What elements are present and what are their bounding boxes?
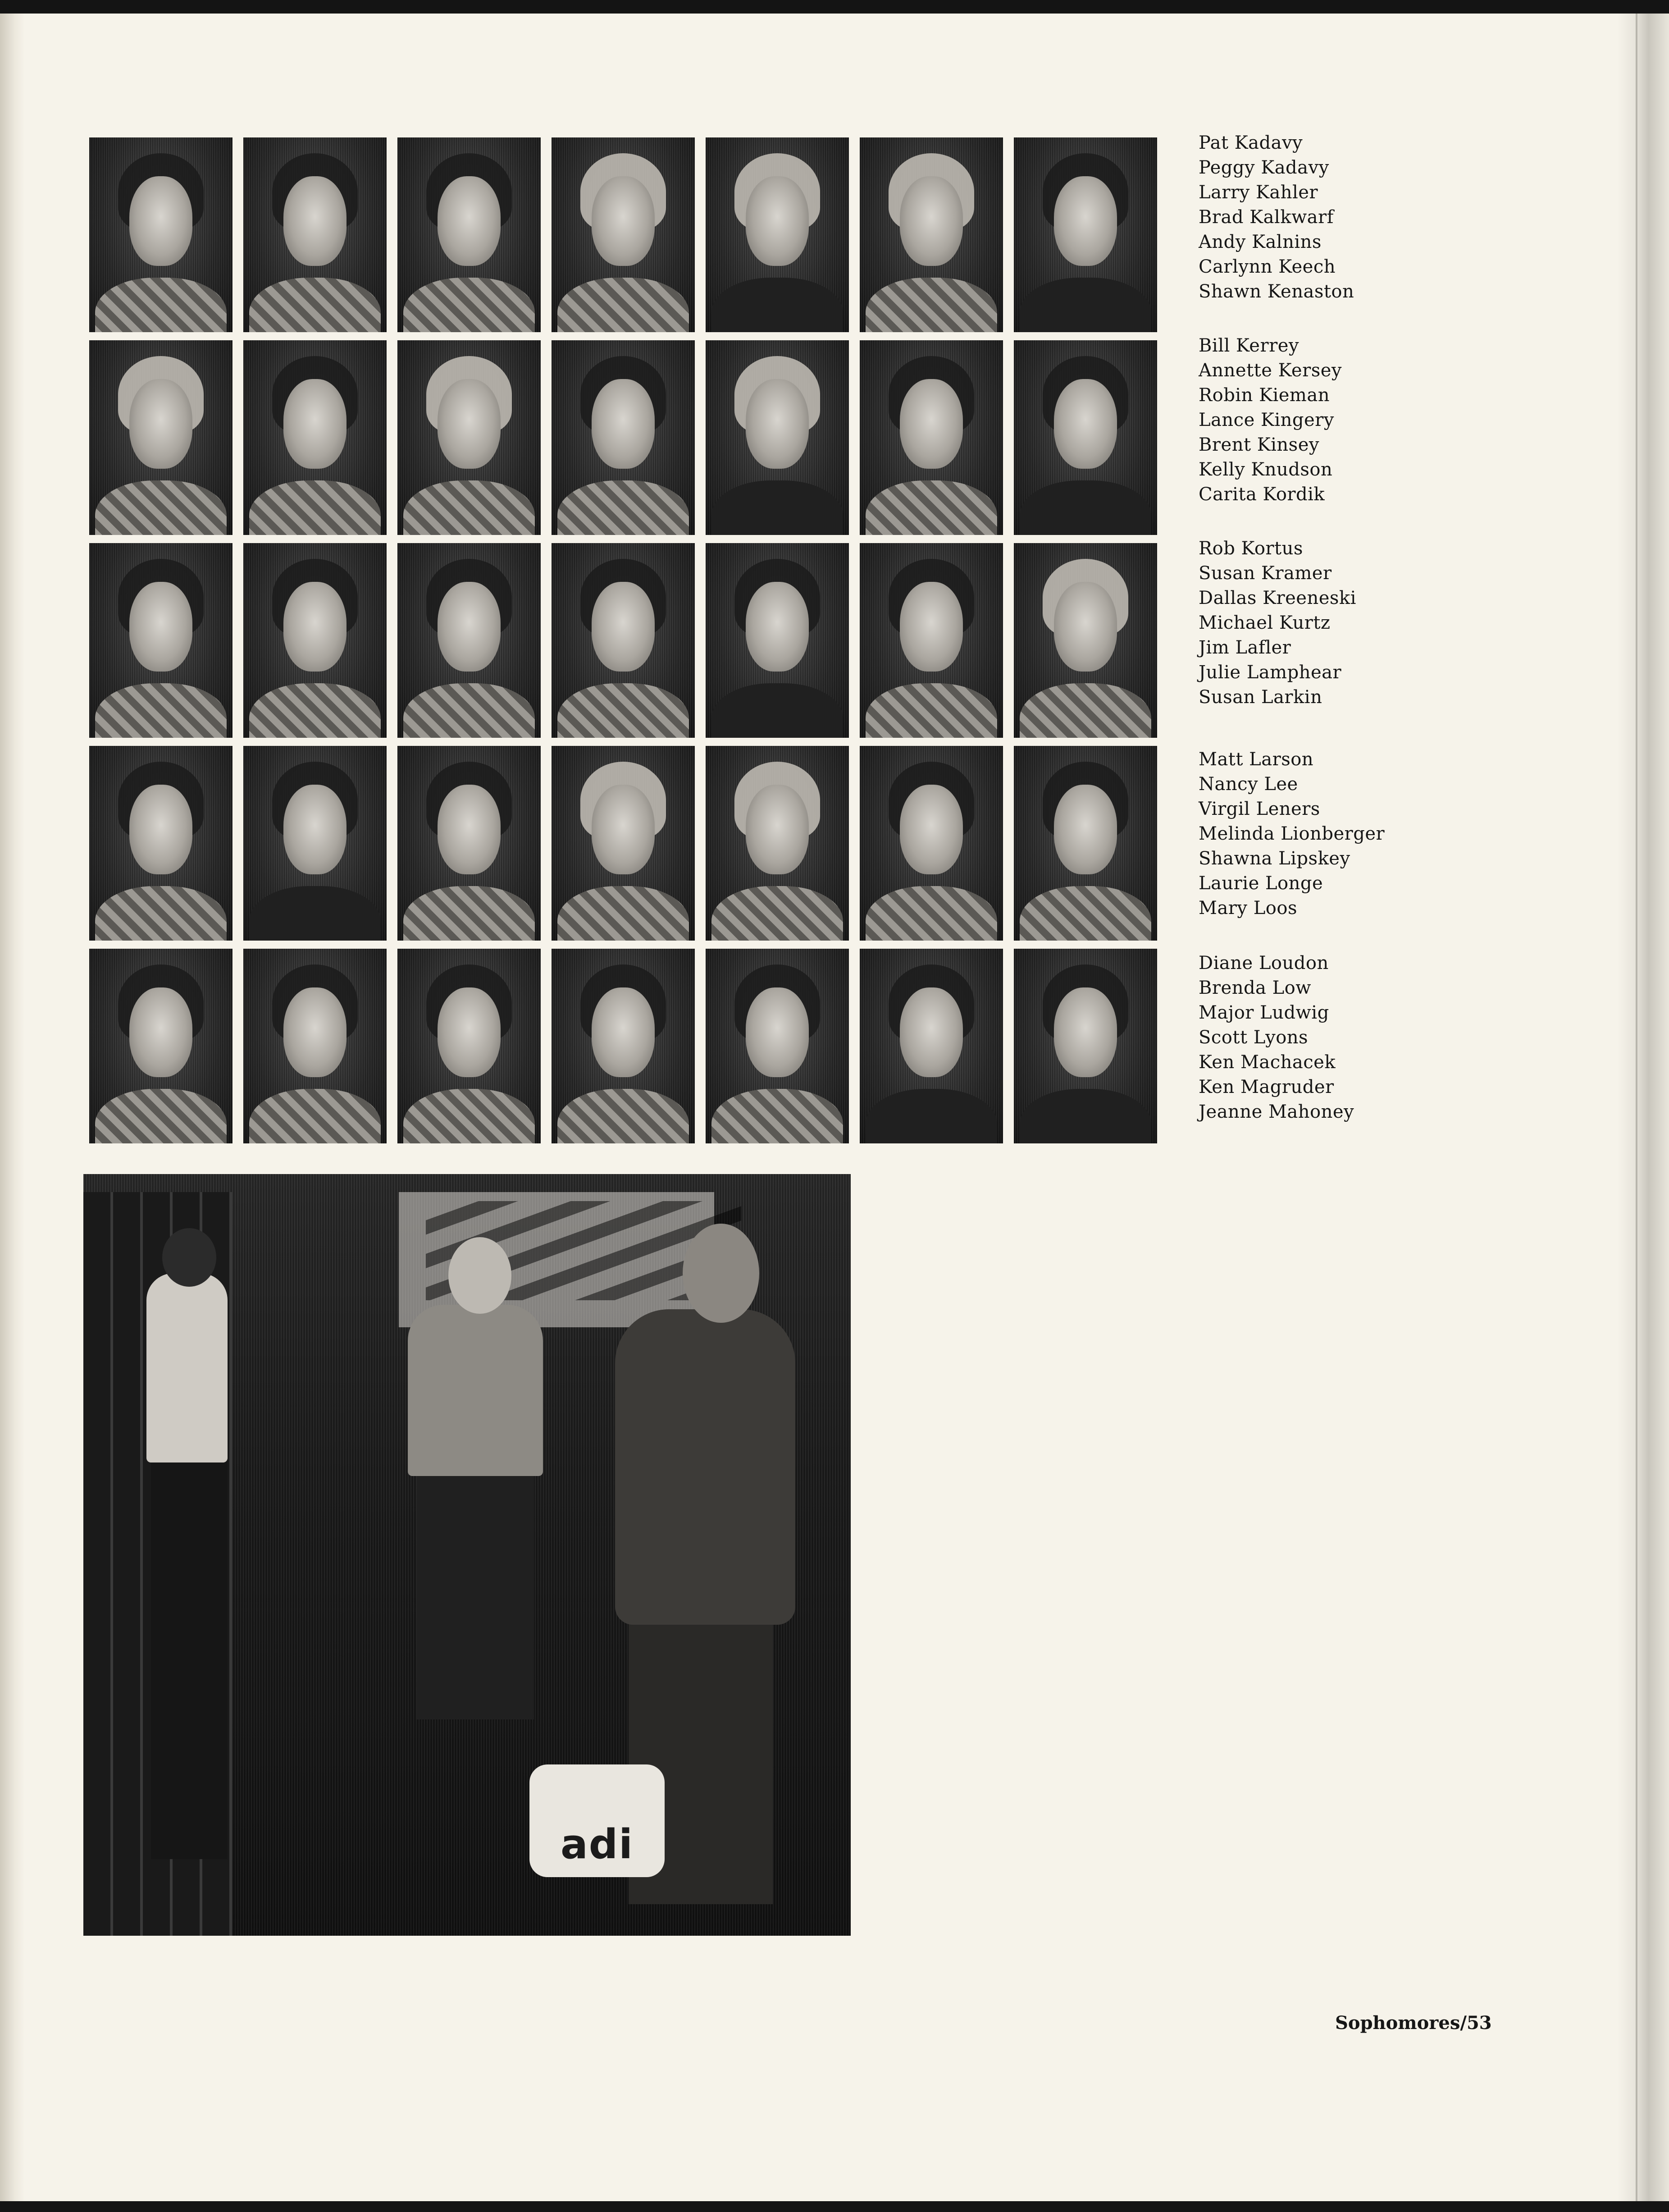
student-portrait (552, 949, 695, 1143)
student-portrait (552, 340, 695, 535)
portrait-face (438, 582, 501, 672)
student-portrait (860, 949, 1003, 1143)
student-portrait (89, 137, 233, 332)
portrait-shoulders (711, 683, 844, 738)
student-portrait (706, 746, 849, 941)
portrait-shoulders (403, 278, 535, 332)
portrait-face (129, 379, 192, 469)
portrait-face (900, 987, 963, 1077)
student-portrait (860, 340, 1003, 535)
portrait-face (129, 176, 192, 266)
student-portrait (397, 543, 541, 738)
portrait-shoulders (249, 480, 381, 535)
portrait-shoulders (711, 278, 844, 332)
portrait-shoulders (403, 1089, 535, 1143)
portrait-shoulders (711, 1089, 844, 1143)
student-portrait (397, 949, 541, 1143)
student-portrait (397, 746, 541, 941)
student-name: Carlynn Keech (1199, 256, 1336, 277)
student-name: Robin Kieman (1199, 385, 1330, 406)
portrait-face (592, 785, 655, 874)
student-name: Peggy Kadavy (1199, 157, 1329, 178)
student-portrait (552, 543, 695, 738)
portrait-face (1054, 785, 1117, 874)
portrait-shoulders (249, 683, 381, 738)
student-name: Shawna Lipskey (1199, 848, 1350, 869)
name-list-row-3 (1199, 536, 1356, 710)
student-name: Scott Lyons (1199, 1027, 1309, 1048)
portrait-face (1054, 176, 1117, 266)
portrait-face (592, 582, 655, 672)
portrait-face (438, 176, 501, 266)
student-name: Lance Kingery (1199, 410, 1334, 430)
portrait-face (129, 785, 192, 874)
portrait-shoulders (866, 683, 998, 738)
page-binding-left (0, 14, 25, 2201)
student-portrait (1014, 543, 1157, 738)
portrait-shoulders (711, 480, 844, 535)
student-name: Rob Kortus (1199, 538, 1303, 559)
student-name: Andy Kalnins (1199, 232, 1322, 252)
student-name: Bill Kerrey (1199, 335, 1299, 356)
student-portrait (706, 949, 849, 1143)
student-portrait (243, 340, 387, 535)
portrait-shoulders (557, 886, 689, 941)
student-portrait (552, 746, 695, 941)
student-name: Shawn Kenaston (1199, 281, 1354, 302)
page-binding-right (1618, 14, 1669, 2201)
portrait-face (746, 582, 809, 672)
student-name: Ken Machacek (1199, 1052, 1336, 1073)
portrait-shoulders (1020, 683, 1152, 738)
student-name: Matt Larson (1199, 749, 1314, 770)
student-portrait (706, 137, 849, 332)
portrait-face (746, 987, 809, 1077)
student-portrait (397, 340, 541, 535)
portrait-shoulders (557, 480, 689, 535)
bag-logo-text: adi (560, 1821, 634, 1868)
student-name: Diane Loudon (1199, 953, 1329, 973)
portrait-face (438, 379, 501, 469)
student-portrait (243, 746, 387, 941)
student-portrait (860, 543, 1003, 738)
portrait-shoulders (557, 278, 689, 332)
student-name: Annette Kersey (1199, 360, 1342, 381)
gym-bag (529, 1764, 665, 1877)
student-name: Melinda Lionberger (1199, 823, 1385, 844)
portrait-face (900, 785, 963, 874)
portrait-shoulders (95, 1089, 227, 1143)
portrait-face (438, 987, 501, 1077)
portrait-shoulders (866, 886, 998, 941)
name-list-row-1 (1199, 131, 1354, 304)
portrait-face (129, 582, 192, 672)
student-portrait (1014, 137, 1157, 332)
portrait-shoulders (95, 278, 227, 332)
portrait-shoulders (1020, 1089, 1152, 1143)
student-portrait (243, 949, 387, 1143)
student-left-legs (151, 1453, 228, 1859)
name-list-row-5 (1199, 951, 1354, 1124)
hallway-candid-photo (83, 1174, 851, 1936)
student-portrait (243, 543, 387, 738)
portrait-shoulders (866, 278, 998, 332)
student-middle-tshirt (408, 1305, 543, 1476)
scan-bottom-edge (0, 2201, 1669, 2212)
portrait-shoulders (711, 886, 844, 941)
portrait-face (746, 785, 809, 874)
portrait-face (283, 785, 347, 874)
student-name: Brent Kinsey (1199, 434, 1319, 455)
student-name: Julie Lamphear (1199, 662, 1342, 683)
student-name: Brad Kalkwarf (1199, 207, 1334, 228)
portrait-shoulders (557, 1089, 689, 1143)
portrait-face (746, 176, 809, 266)
portrait-face (900, 176, 963, 266)
portrait-face (283, 176, 347, 266)
portrait-shoulders (403, 886, 535, 941)
portrait-shoulders (403, 683, 535, 738)
portrait-face (592, 176, 655, 266)
portrait-shoulders (1020, 278, 1152, 332)
portrait-face (1054, 582, 1117, 672)
portrait-shoulders (95, 683, 227, 738)
student-name: Laurie Longe (1199, 873, 1323, 894)
portrait-shoulders (249, 278, 381, 332)
portrait-shoulders (1020, 480, 1152, 535)
portrait-grid (89, 137, 1157, 1143)
student-portrait (706, 340, 849, 535)
portrait-shoulders (866, 1089, 998, 1143)
student-portrait (1014, 340, 1157, 535)
student-portrait (552, 137, 695, 332)
student-name: Dallas Kreeneski (1199, 588, 1356, 608)
student-right-head (683, 1224, 759, 1323)
student-left-shirt (146, 1273, 228, 1462)
student-name: Jeanne Mahoney (1199, 1101, 1354, 1122)
portrait-face (438, 785, 501, 874)
portrait-face (592, 379, 655, 469)
portrait-shoulders (1020, 886, 1152, 941)
student-name: Susan Larkin (1199, 687, 1322, 708)
student-portrait (1014, 949, 1157, 1143)
portrait-shoulders (866, 480, 998, 535)
portrait-face (283, 379, 347, 469)
student-left-head (162, 1228, 216, 1287)
portrait-face (1054, 987, 1117, 1077)
student-name: Major Ludwig (1199, 1002, 1329, 1023)
portrait-face (592, 987, 655, 1077)
portrait-shoulders (403, 480, 535, 535)
portrait-shoulders (249, 886, 381, 941)
student-portrait (243, 137, 387, 332)
student-name: Susan Kramer (1199, 563, 1332, 584)
name-list-row-4 (1199, 747, 1385, 921)
student-portrait (397, 137, 541, 332)
portrait-face (900, 582, 963, 672)
student-middle-legs (417, 1467, 534, 1719)
student-name: Kelly Knudson (1199, 459, 1333, 480)
student-name: Mary Loos (1199, 898, 1297, 919)
portrait-face (900, 379, 963, 469)
student-name: Jim Lafler (1199, 637, 1291, 658)
portrait-face (746, 379, 809, 469)
portrait-face (283, 582, 347, 672)
student-portrait (860, 137, 1003, 332)
student-portrait (860, 746, 1003, 941)
student-portrait (89, 949, 233, 1143)
portrait-shoulders (95, 480, 227, 535)
scan-top-edge (0, 0, 1669, 14)
portrait-shoulders (95, 886, 227, 941)
student-name: Ken Magruder (1199, 1077, 1334, 1097)
student-name: Nancy Lee (1199, 774, 1298, 795)
student-right-jacket (615, 1309, 795, 1625)
portrait-shoulders (557, 683, 689, 738)
portrait-face (283, 987, 347, 1077)
student-portrait (1014, 746, 1157, 941)
student-portrait (706, 543, 849, 738)
student-middle-head (448, 1237, 511, 1314)
student-portrait (89, 543, 233, 738)
student-name: Pat Kadavy (1199, 133, 1303, 153)
portrait-shoulders (249, 1089, 381, 1143)
page-footer: Sophomores/53 (1335, 2012, 1492, 2034)
portrait-face (1054, 379, 1117, 469)
student-name: Carita Kordik (1199, 484, 1325, 505)
student-name: Brenda Low (1199, 978, 1311, 998)
student-name: Larry Kahler (1199, 182, 1318, 203)
student-portrait (89, 340, 233, 535)
student-portrait (89, 746, 233, 941)
student-name: Virgil Leners (1199, 799, 1320, 819)
student-name: Michael Kurtz (1199, 612, 1331, 633)
name-list-row-2 (1199, 334, 1342, 507)
portrait-face (129, 987, 192, 1077)
